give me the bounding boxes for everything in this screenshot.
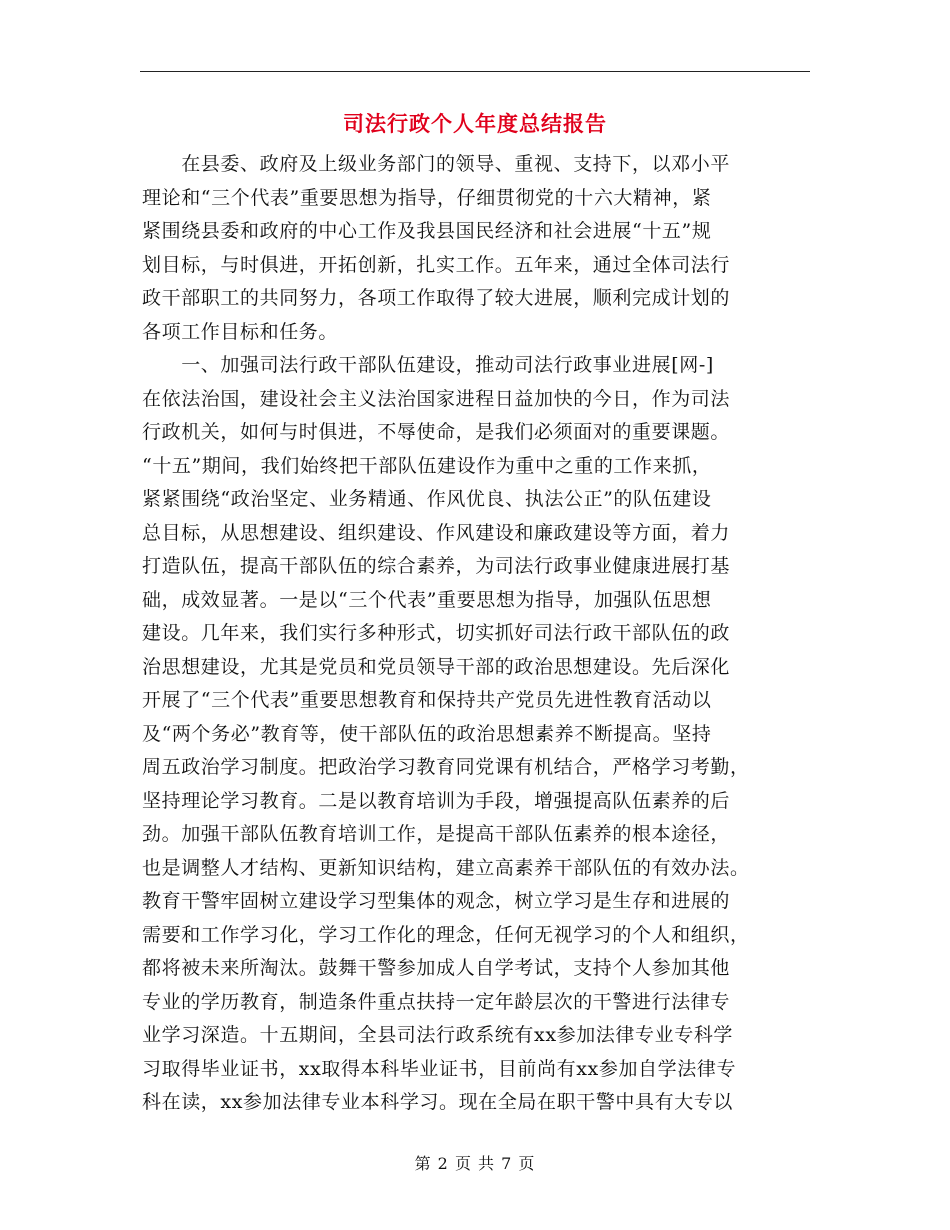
body-line: 紧围绕县委和政府的中心工作及我县国民经济和社会进展“十五”规 [142,220,712,242]
body-line: 政干部职工的共同努力，各项工作取得了较大进展，顺利完成计划的 [142,287,731,309]
body-line: 理论和“三个代表”重要思想为指导，仔细贯彻党的十六大精神，紧 [142,186,712,209]
body-line: 开展了“三个代表”重要思想教育和保持共产党员先进性教育活动以 [142,689,712,711]
body-line: 及“两个务必”教育等，使干部队伍的政治思想素养不断提高。坚持 [142,722,712,745]
body-line: 坚持理论学习教育。二是以教育培训为手段，增强提高队伍素养的后 [142,789,731,812]
body-line: 劲。加强干部队伍教育培训工作，是提高干部队伍素养的根本途径， [142,823,731,845]
body-line: 业学习深造。十五期间，全县司法行政系统有xx参加法律专业专科学 [142,1024,734,1046]
body-line: 都将被未来所淘汰。鼓舞干警参加成人自学考试，支持个人参加其他 [142,957,731,979]
body-line: 教育干警牢固树立建设学习型集体的观念，树立学习是生存和进展的 [142,890,731,912]
body-line: “十五”期间，我们始终把干部队伍建设作为重中之重的工作来抓， [142,454,712,477]
body-line: 打造队伍，提高干部队伍的综合素养，为司法行政事业健康进展打基 [142,555,731,577]
body-line: 需要和工作学习化，学习工作化的理念，任何无视学习的个人和组织， [142,923,750,946]
body-line: 也是调整人才结构、更新知识结构，建立高素养干部队伍的有效办法。 [142,856,750,879]
body-line: 科在读，xx参加法律专业本科学习。现在全局在职干警中具有大专以 [142,1091,734,1113]
body-line: 行政机关，如何与时俱进，不辱使命，是我们必须面对的重要课题。 [142,421,731,443]
document-body [142,148,810,1120]
header-rule [140,71,810,72]
body-line: 础，成效显著。一是以“三个代表”重要思想为指导，加强队伍思想 [142,588,712,611]
body-line: 紧紧围绕“政治坚定、业务精通、作风优良、执法公正”的队伍建设 [142,488,712,510]
body-line: 一、加强司法行政干部队伍建设，推动司法行政事业进展[网-] [142,354,714,376]
body-line: 习取得毕业证书，xx取得本科毕业证书，目前尚有xx参加自学法律专 [142,1057,737,1080]
body-line: 各项工作目标和任务。 [142,320,339,343]
document-title: 司法行政个人年度总结报告 [343,111,607,136]
body-line: 建设。几年来，我们实行多种形式，切实抓好司法行政干部队伍的政 [142,622,731,644]
body-line: 周五政治学习制度。把政治学习教育同党课有机结合，严格学习考勤， [142,756,750,778]
body-line: 治思想建设，尤其是党员和党员领导干部的政治思想建设。先后深化 [142,655,731,678]
body-line: 划目标，与时俱进，开拓创新，扎实工作。五年来，通过全体司法行 [142,253,731,276]
body-line: 总目标，从思想建设、组织建设、作风建设和廉政建设等方面，着力 [142,521,731,544]
body-line: 在依法治国，建设社会主义法治国家进程日益加快的今日，作为司法 [142,387,731,410]
body-line: 在县委、政府及上级业务部门的领导、重视、支持下，以邓小平 [142,153,731,175]
body-line: 专业的学历教育，制造条件重点扶持一定年龄层次的干警进行法律专 [142,990,731,1013]
page-number: 第 2 页 共 7 页 [414,1154,536,1173]
